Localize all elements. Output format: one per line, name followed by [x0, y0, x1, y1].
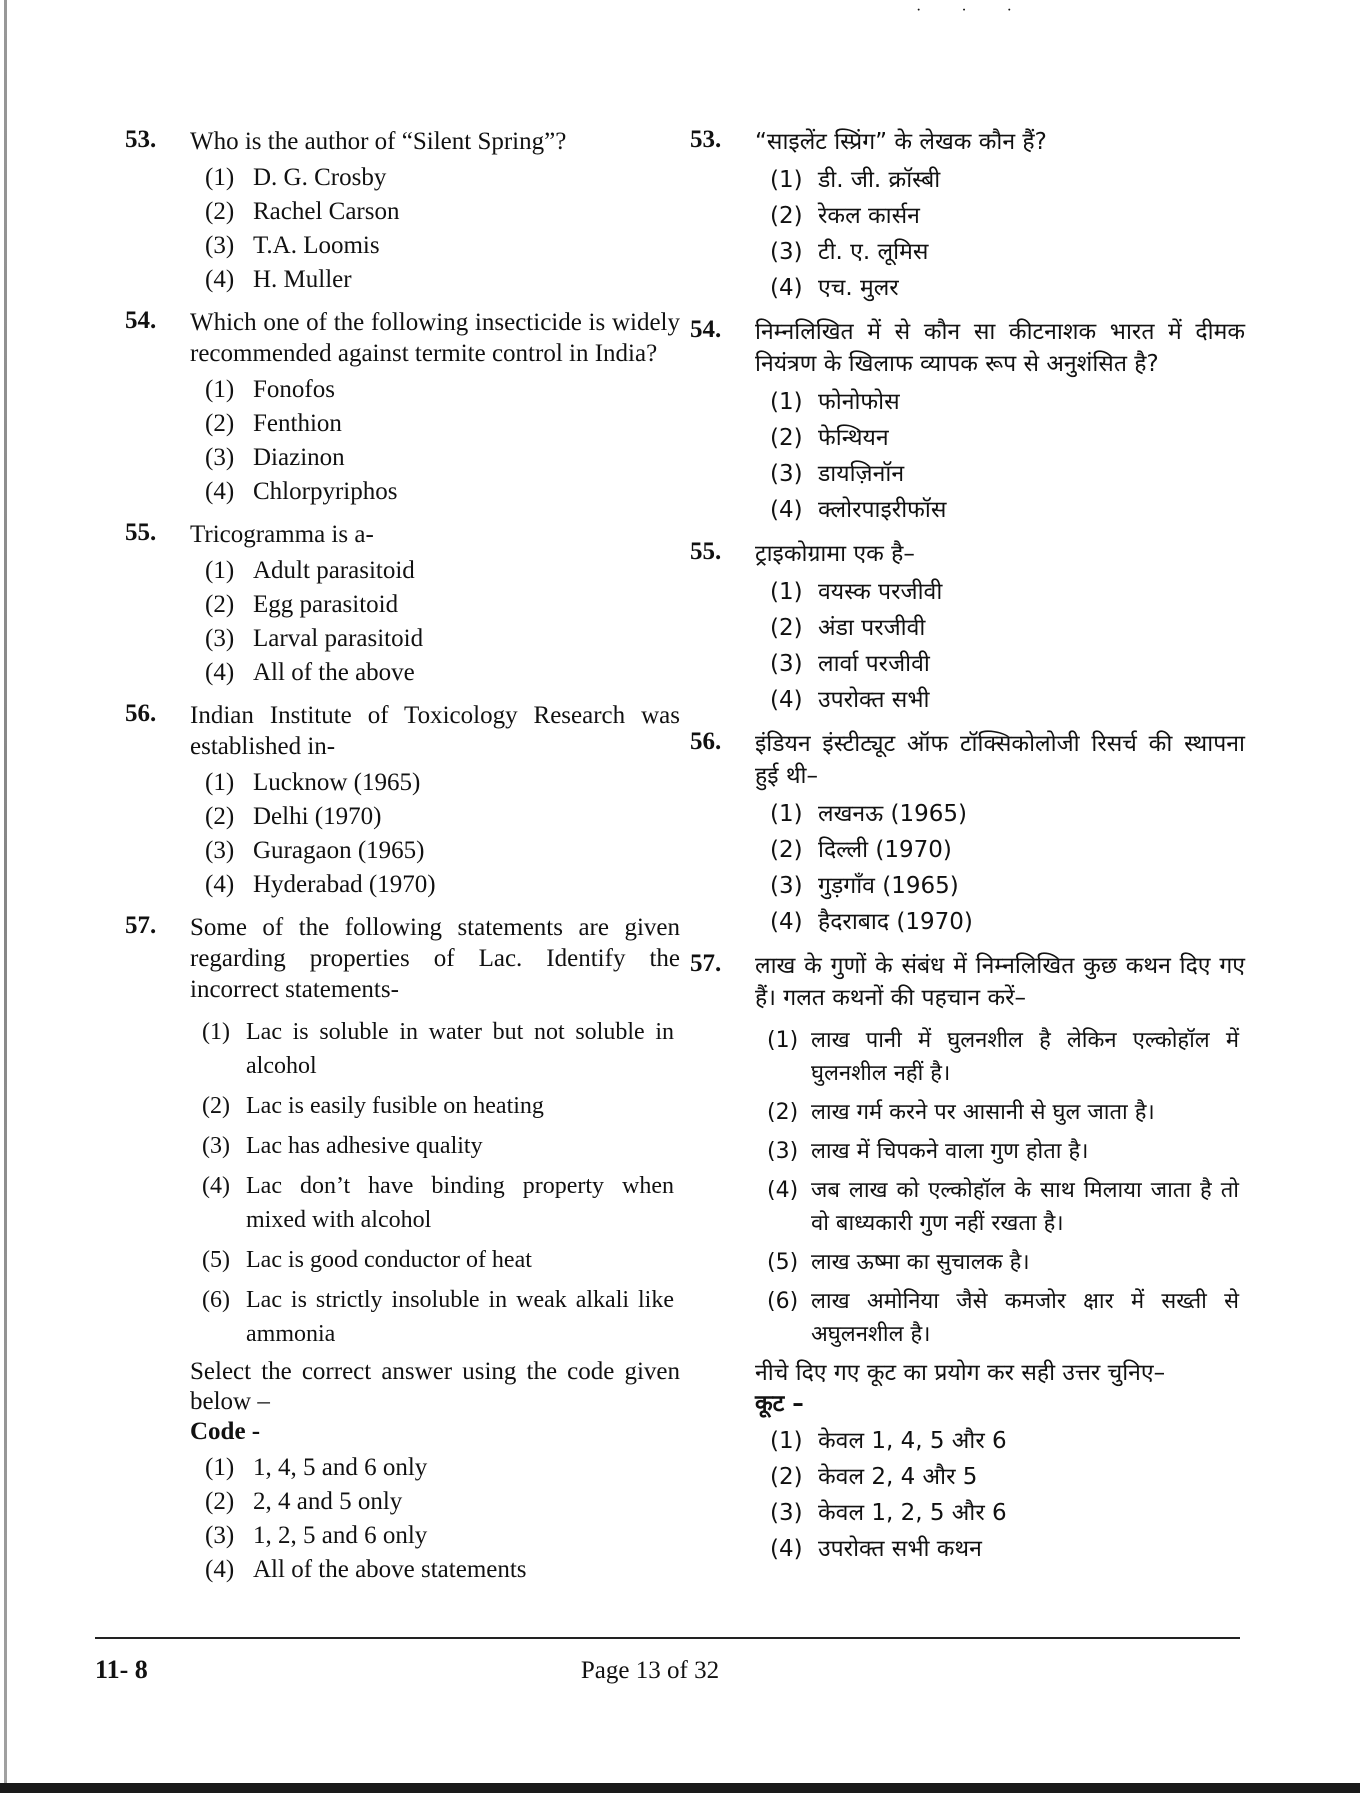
option-3[interactable]: [190, 622, 680, 656]
option-text: Hyderabad (1970): [253, 871, 436, 898]
statement-text: Lac is strictly insoluble in weak alkali like ammonia: [246, 1287, 674, 1347]
question-text: Tricogramma is a-: [190, 521, 374, 548]
question-57-en: [125, 912, 680, 1587]
select-instruction: Select the correct answer using the code given below –: [190, 1358, 680, 1415]
question-57-hi: [690, 950, 1245, 1567]
footer-divider: [95, 1637, 1240, 1639]
option-4[interactable]: [190, 868, 680, 902]
question-55-hi: [690, 538, 1245, 718]
option-text: Fenthion: [253, 410, 342, 437]
option-4[interactable]: [190, 1553, 680, 1587]
select-instruction: नीचे दिए गए कूट का प्रयोग कर सही उत्तर चुनिए–: [755, 1360, 1166, 1386]
options-list: [755, 574, 1245, 718]
option-number: (4): [205, 478, 235, 505]
option-text: केवल 1, 2, 5 और 6: [818, 1500, 1007, 1526]
option-3[interactable]: [190, 441, 680, 475]
option-text: Larval parasitoid: [253, 625, 424, 652]
option-2[interactable]: [755, 832, 1245, 868]
option-text: 2, 4 and 5 only: [253, 1488, 403, 1515]
option-3[interactable]: [190, 834, 680, 868]
statement-text: Lac is good conductor of heat: [246, 1247, 532, 1273]
option-text: Guragaon (1965): [253, 837, 425, 864]
option-4[interactable]: [190, 475, 680, 509]
question-number: 56.: [125, 700, 157, 727]
statement-number: (1): [202, 1019, 230, 1045]
options-list: [190, 1451, 680, 1587]
option-text: Rachel Carson: [253, 198, 400, 225]
options-list: [755, 384, 1245, 528]
option-text: रेकल कार्सन: [818, 203, 920, 229]
statement-1: [190, 1015, 680, 1083]
option-text: फेन्थियन: [818, 425, 889, 451]
question-number: 53.: [690, 126, 722, 153]
option-2[interactable]: [755, 610, 1245, 646]
option-4[interactable]: [190, 263, 680, 297]
statement-number: (4): [767, 1178, 799, 1203]
option-number: (3): [205, 232, 235, 259]
code-label: कूट –: [755, 1391, 804, 1417]
option-number: (3): [770, 461, 803, 487]
options-list: [190, 373, 680, 509]
option-3[interactable]: [755, 1495, 1245, 1531]
option-text: Lucknow (1965): [253, 769, 421, 796]
option-number: (3): [205, 1522, 235, 1549]
option-1[interactable]: [755, 574, 1245, 610]
statement-2: [755, 1096, 1245, 1129]
options-list: [755, 162, 1245, 306]
scan-edge-bottom: [0, 1783, 1360, 1793]
statement-number: (5): [202, 1247, 230, 1273]
option-text: लार्वा परजीवी: [818, 651, 930, 677]
option-text: All of the above: [253, 659, 415, 686]
option-2[interactable]: [190, 800, 680, 834]
question-number: 54.: [690, 316, 722, 343]
option-3[interactable]: [190, 229, 680, 263]
header-marks: · · ·: [916, 2, 1030, 19]
option-number: (1): [770, 801, 803, 827]
question-55-en: [125, 519, 680, 690]
option-text: फोनोफोस: [818, 389, 900, 415]
option-text: केवल 1, 4, 5 और 6: [818, 1428, 1007, 1454]
statement-text: लाख ऊष्मा का सुचालक है।: [811, 1250, 1030, 1275]
option-number: (1): [205, 164, 235, 191]
option-4[interactable]: [755, 492, 1245, 528]
option-text: Chlorpyriphos: [253, 478, 398, 505]
question-text: इंडियन इंस्टीट्यूट ऑफ टॉक्सिकोलोजी रिसर्च की स्थापना हुई थी–: [755, 731, 1245, 789]
statement-2: [190, 1089, 680, 1123]
option-1[interactable]: [755, 796, 1245, 832]
statement-text: Lac don’t have binding property when mixed with alcohol: [246, 1173, 674, 1233]
page-number: Page 13 of 32: [580, 1657, 720, 1684]
option-3[interactable]: [190, 1519, 680, 1553]
option-number: (2): [205, 803, 235, 830]
statement-text: लाख पानी में घुलनशील है लेकिन एल्कोहॉल में घुलनशील नहीं है।: [811, 1028, 1239, 1086]
option-text: Egg parasitoid: [253, 591, 399, 618]
option-number: (4): [770, 909, 803, 935]
option-1[interactable]: [190, 161, 680, 195]
option-number: (3): [770, 239, 803, 265]
option-number: (1): [770, 389, 803, 415]
option-2[interactable]: [755, 420, 1245, 456]
option-2[interactable]: [190, 407, 680, 441]
question-text: Indian Institute of Toxicology Research was established in-: [190, 702, 680, 760]
question-54-en: [125, 307, 680, 509]
option-text: Diazinon: [253, 444, 345, 471]
option-text: डायज़िनॉन: [818, 461, 905, 487]
statement-number: (3): [202, 1133, 230, 1159]
question-number: 57.: [690, 950, 722, 977]
question-number: 55.: [125, 519, 157, 546]
option-2[interactable]: [755, 198, 1245, 234]
statement-text: Lac is soluble in water but not soluble in alcohol: [246, 1019, 674, 1079]
question-text: निम्नलिखित में से कौन सा कीटनाशक भारत में दीमक नियंत्रण के खिलाफ व्यापक रूप से अनुशंसित है?: [755, 319, 1245, 377]
statement-6: [755, 1285, 1245, 1351]
statement-3: [755, 1135, 1245, 1168]
question-text: Who is the author of “Silent Spring”?: [190, 128, 567, 155]
statement-text: लाख गर्म करने पर आसानी से घुल जाता है।: [811, 1100, 1155, 1125]
option-4[interactable]: [755, 1531, 1245, 1567]
option-text: Adult parasitoid: [253, 557, 415, 584]
option-number: (2): [770, 203, 803, 229]
option-number: (3): [770, 873, 803, 899]
option-number: (1): [205, 1454, 235, 1481]
option-text: Fonofos: [253, 376, 335, 403]
option-text: वयस्क परजीवी: [818, 579, 943, 605]
question-56-en: [125, 700, 680, 902]
option-number: (3): [205, 444, 235, 471]
option-3[interactable]: [755, 456, 1245, 492]
option-1[interactable]: [755, 384, 1245, 420]
question-text: ट्राइकोग्रामा एक है–: [755, 541, 915, 567]
option-2[interactable]: [755, 1459, 1245, 1495]
statement-text: Lac has adhesive quality: [246, 1133, 483, 1159]
question-number: 56.: [690, 728, 722, 755]
option-4[interactable]: [755, 904, 1245, 940]
option-number: (4): [770, 275, 803, 301]
option-text: केवल 2, 4 और 5: [818, 1464, 978, 1490]
option-number: (1): [770, 1428, 803, 1454]
options-list: [190, 766, 680, 902]
question-number: 55.: [690, 538, 722, 565]
statement-text: लाख में चिपकने वाला गुण होता है।: [811, 1139, 1089, 1164]
option-2[interactable]: [190, 1485, 680, 1519]
option-text: Delhi (1970): [253, 803, 382, 830]
option-text: T.A. Loomis: [253, 232, 380, 259]
question-53-en: [125, 126, 680, 297]
option-1[interactable]: [755, 1423, 1245, 1459]
option-number: (1): [770, 579, 803, 605]
option-4[interactable]: [190, 656, 680, 690]
option-text: अंडा परजीवी: [818, 615, 926, 641]
option-text: डी. जी. क्रॉस्बी: [818, 167, 941, 193]
option-number: (3): [770, 1500, 803, 1526]
option-text: H. Muller: [253, 266, 352, 293]
statement-6: [190, 1283, 680, 1351]
scan-edge-left: [4, 0, 7, 1793]
option-number: (4): [770, 687, 803, 713]
options-list: [190, 161, 680, 297]
option-number: (2): [205, 410, 235, 437]
option-number: (3): [205, 837, 235, 864]
option-text: टी. ए. लूमिस: [818, 239, 929, 265]
option-number: (4): [205, 871, 235, 898]
statement-number: (6): [767, 1289, 799, 1314]
option-text: उपरोक्त सभी कथन: [818, 1536, 982, 1562]
option-1[interactable]: [190, 1451, 680, 1485]
option-number: (4): [770, 1536, 803, 1562]
option-2[interactable]: [190, 195, 680, 229]
question-number: 57.: [125, 912, 157, 939]
hindi-column: [690, 126, 1245, 1577]
question-56-hi: [690, 728, 1245, 940]
question-text: “साइलेंट स्प्रिंग” के लेखक कौन हैं?: [755, 129, 1047, 155]
question-53-hi: [690, 126, 1245, 306]
question-number: 54.: [125, 307, 157, 334]
option-number: (4): [770, 497, 803, 523]
question-text: Which one of the following insecticide is widely recommended against termite control in India?: [190, 309, 680, 367]
option-number: (3): [770, 651, 803, 677]
option-number: (2): [205, 198, 235, 225]
option-number: (1): [770, 167, 803, 193]
statement-number: (5): [767, 1250, 799, 1275]
statement-number: (2): [767, 1100, 799, 1125]
option-number: (2): [770, 1464, 803, 1490]
option-text: D. G. Crosby: [253, 164, 387, 191]
statements-list: [755, 1024, 1245, 1351]
option-number: (3): [205, 625, 235, 652]
option-number: (2): [770, 425, 803, 451]
statement-number: (2): [202, 1093, 230, 1119]
statement-3: [190, 1129, 680, 1163]
code-label: Code -: [190, 1418, 261, 1445]
option-number: (2): [770, 615, 803, 641]
option-1[interactable]: [190, 766, 680, 800]
option-3[interactable]: [755, 868, 1245, 904]
option-number: (1): [205, 376, 235, 403]
statement-text: जब लाख को एल्कोहॉल के साथ मिलाया जाता है तो वो बाध्यकारी गुण नहीं रखता है।: [811, 1178, 1239, 1236]
question-54-hi: [690, 316, 1245, 528]
statement-5: [190, 1243, 680, 1277]
option-3[interactable]: [755, 646, 1245, 682]
option-number: (2): [205, 591, 235, 618]
option-text: क्लोरपाइरीफॉस: [818, 497, 947, 523]
option-text: एच. मुलर: [818, 275, 899, 301]
option-number: (1): [205, 769, 235, 796]
options-list: [755, 1423, 1245, 1567]
statement-text: लाख अमोनिया जैसे कमजोर क्षार में सख्ती से अघुलनशील है।: [811, 1289, 1239, 1347]
option-number: (4): [205, 1556, 235, 1583]
options-list: [190, 554, 680, 690]
option-text: 1, 2, 5 and 6 only: [253, 1522, 428, 1549]
options-list: [755, 796, 1245, 940]
option-1[interactable]: [190, 373, 680, 407]
statement-number: (4): [202, 1173, 230, 1199]
statement-5: [755, 1246, 1245, 1279]
option-2[interactable]: [190, 588, 680, 622]
question-number: 53.: [125, 126, 157, 153]
option-number: (2): [205, 1488, 235, 1515]
statement-number: (6): [202, 1287, 230, 1313]
option-number: (4): [205, 659, 235, 686]
option-1[interactable]: [755, 162, 1245, 198]
statement-number: (3): [767, 1139, 799, 1164]
option-4[interactable]: [755, 270, 1245, 306]
option-number: (4): [205, 266, 235, 293]
option-3[interactable]: [755, 234, 1245, 270]
option-4[interactable]: [755, 682, 1245, 718]
statements-list: [190, 1015, 680, 1351]
statement-1: [755, 1024, 1245, 1090]
option-text: गुड़गाँव (1965): [818, 873, 959, 899]
paper-code: 11- 8: [95, 1655, 148, 1684]
option-1[interactable]: [190, 554, 680, 588]
statement-4: [190, 1169, 680, 1237]
question-text: लाख के गुणों के संबंध में निम्नलिखित कुछ कथन दिए गए हैं। गलत कथनों की पहचान करें–: [755, 953, 1245, 1011]
statement-number: (1): [767, 1028, 799, 1053]
option-text: 1, 4, 5 and 6 only: [253, 1454, 428, 1481]
statement-text: Lac is easily fusible on heating: [246, 1093, 544, 1119]
english-column: [125, 126, 680, 1597]
option-text: उपरोक्त सभी: [818, 687, 930, 713]
option-text: हैदराबाद (1970): [818, 909, 973, 935]
question-text: Some of the following statements are given regarding properties of Lac. Identify the incorrect statements-: [190, 914, 680, 1003]
statement-4: [755, 1174, 1245, 1240]
option-text: लखनऊ (1965): [818, 801, 968, 827]
option-number: (1): [205, 557, 235, 584]
option-text: दिल्ली (1970): [818, 837, 952, 863]
option-number: (2): [770, 837, 803, 863]
option-text: All of the above statements: [253, 1556, 527, 1583]
